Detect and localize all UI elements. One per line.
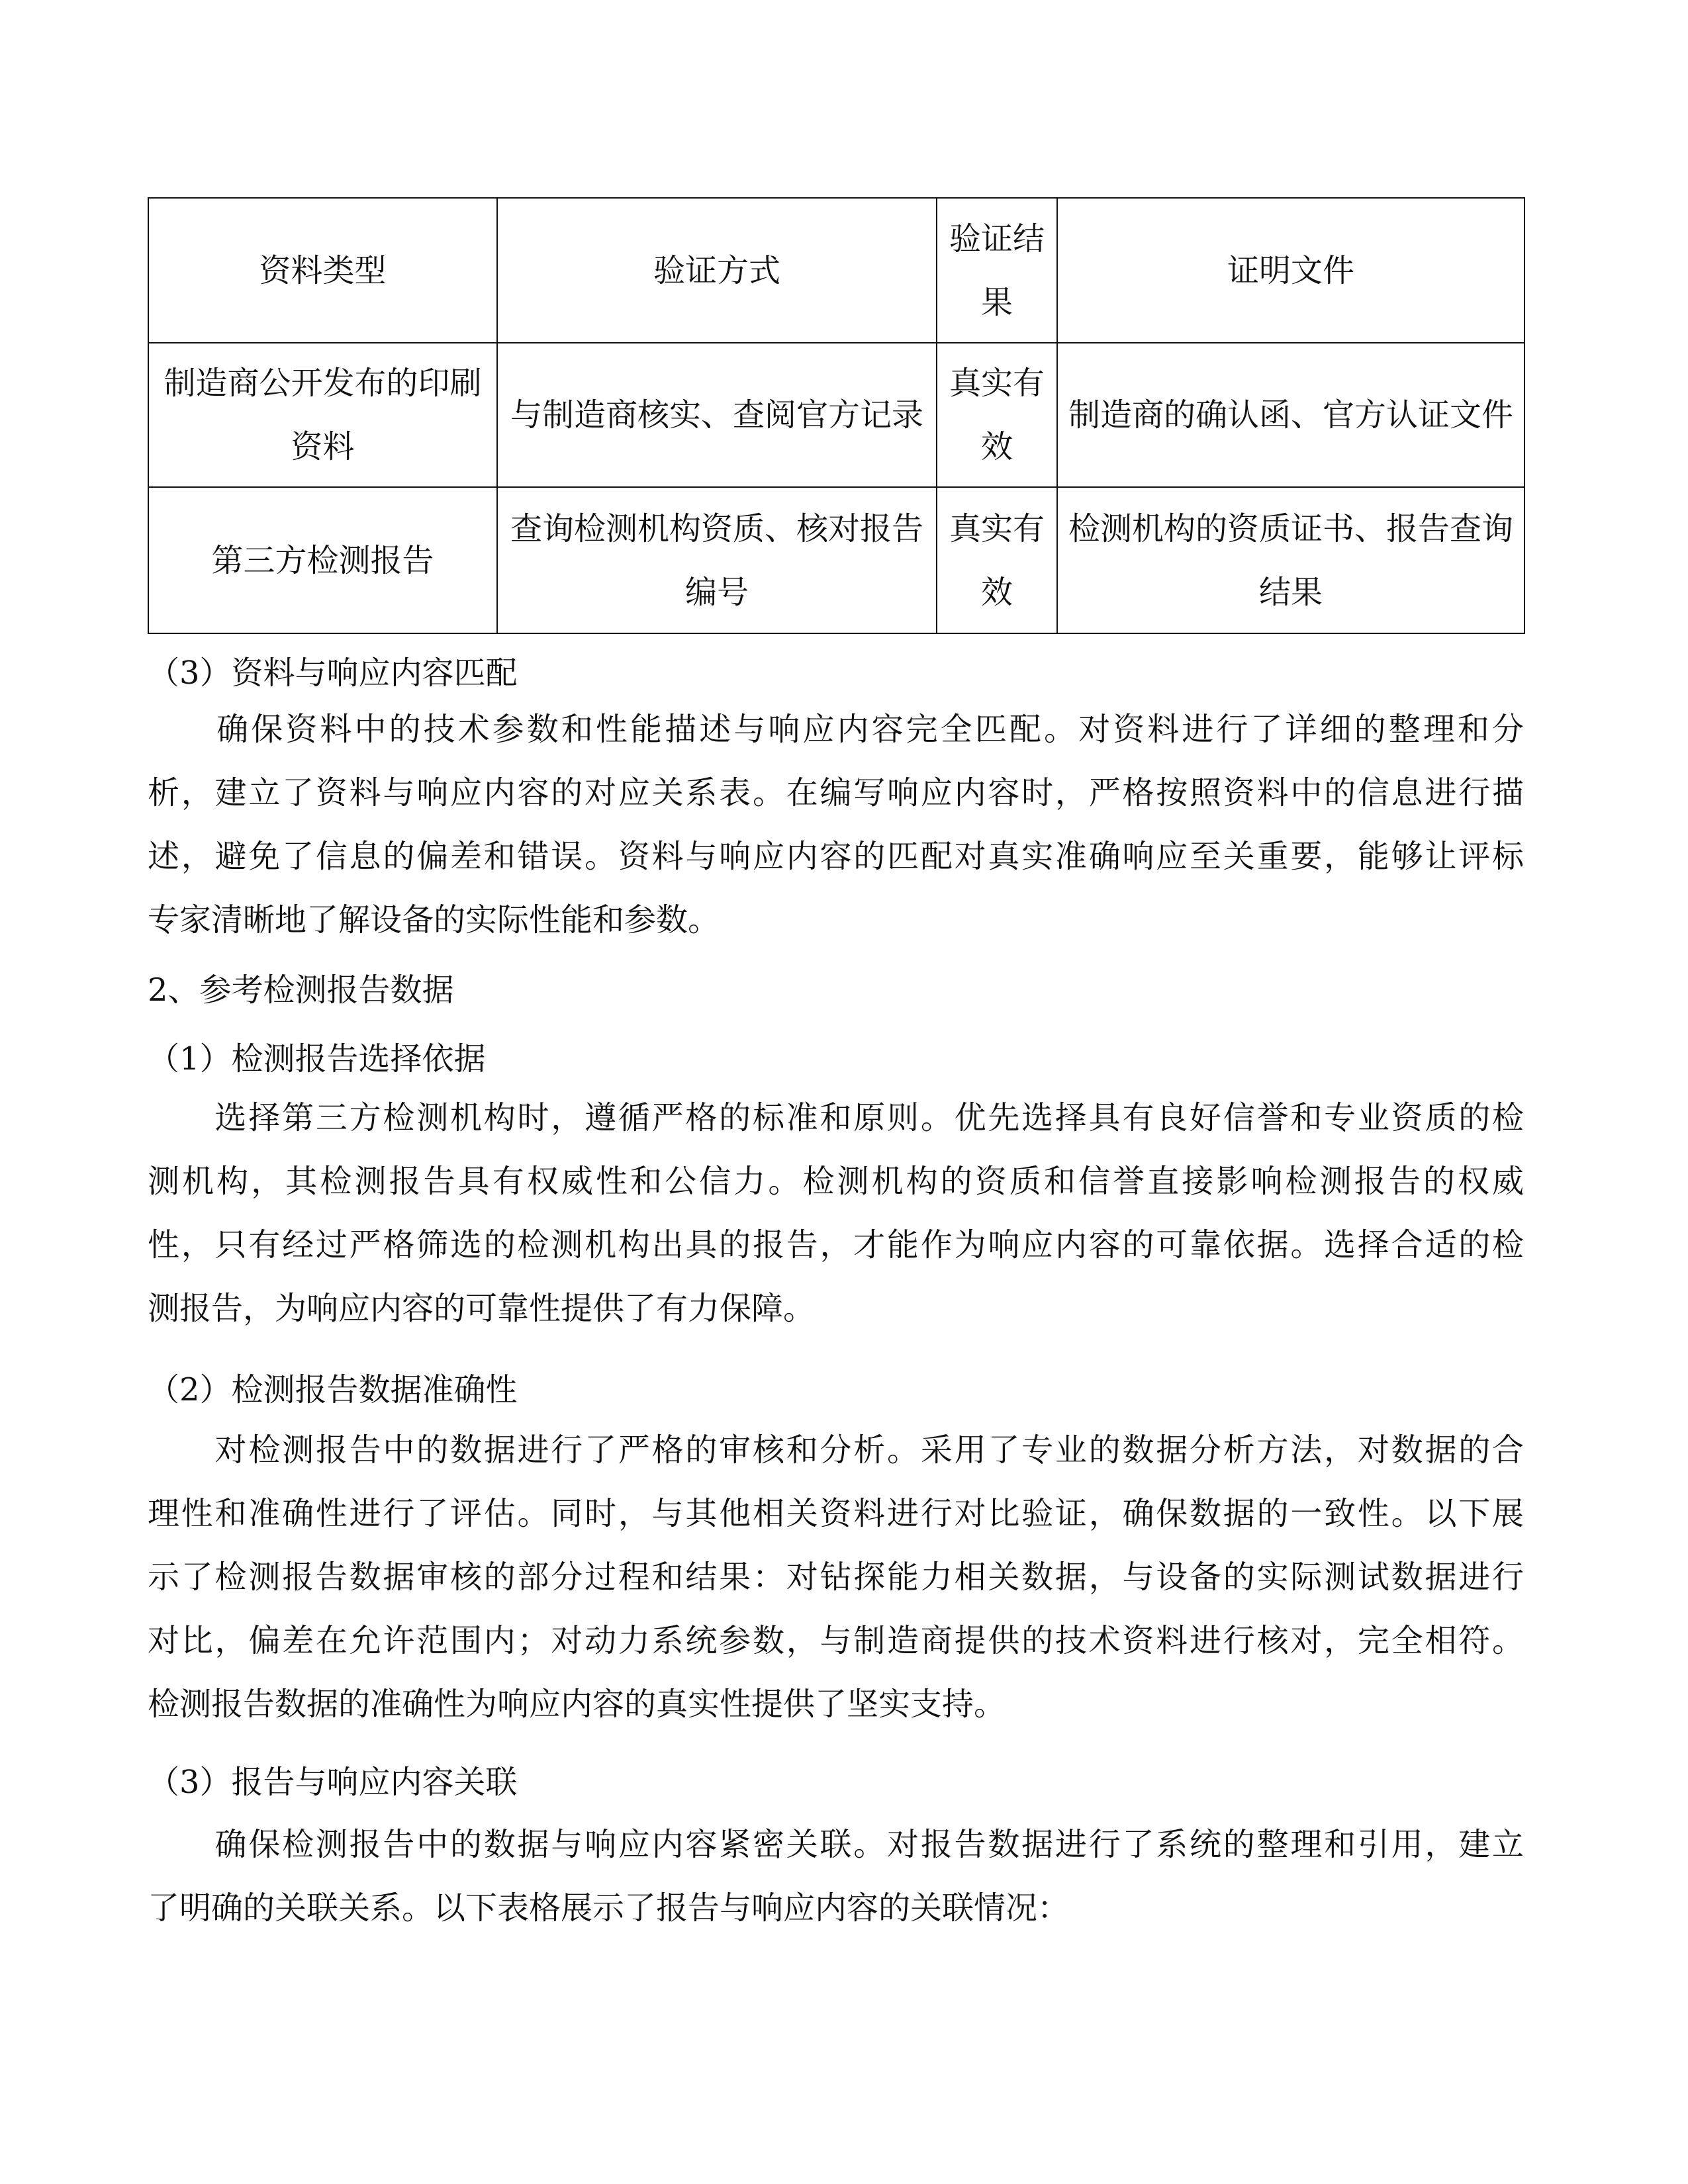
section-heading: （3）资料与响应内容匹配: [148, 655, 518, 692]
paragraph-line: 确保检测报告中的数据与响应内容紧密关联。对报告数据进行了系统的整理和引用，建立: [148, 1826, 1524, 1863]
section-heading: （2）检测报告数据准确性: [148, 1371, 518, 1408]
paragraph-line: 检测报告数据的准确性为响应内容的真实性提供了坚实支持。: [148, 1686, 1006, 1723]
section-heading: 2、参考检测报告数据: [148, 972, 454, 1009]
paragraph-line: 对检测报告中的数据进行了严格的审核和分析。采用了专业的数据分析方法，对数据的合: [148, 1432, 1524, 1469]
table-cell: 与制造商核实、查阅官方记录: [497, 343, 937, 487]
table-cell: 检测机构的资质证书、报告查询结果: [1057, 487, 1524, 633]
paragraph-line: 对比，偏差在允许范围内；对动力系统参数，与制造商提供的技术资料进行核对，完全相符。: [148, 1622, 1524, 1659]
table-row: [148, 487, 1524, 633]
paragraph-line: 确保资料中的技术参数和性能描述与响应内容完全匹配。对资料进行了详细的整理和分: [148, 711, 1524, 748]
table-cell: 制造商的确认函、官方认证文件: [1057, 343, 1524, 487]
verification-table: [148, 197, 1525, 634]
paragraph-line: 了明确的关联关系。以下表格展示了报告与响应内容的关联情况：: [148, 1889, 1070, 1927]
table-cell: 真实有效: [937, 487, 1057, 633]
paragraph-line: 性，只有经过严格筛选的检测机构出具的报告，才能作为响应内容的可靠依据。选择合适的检: [148, 1226, 1524, 1263]
paragraph-line: 专家清晰地了解设备的实际性能和参数。: [148, 901, 720, 938]
header-cell: 验证方式: [497, 198, 937, 343]
header-cell: 验证结果: [937, 198, 1057, 343]
section-heading: （3）报告与响应内容关联: [148, 1764, 518, 1801]
table-cell: 制造商公开发布的印刷资料: [148, 343, 497, 487]
paragraph-line: 述，避免了信息的偏差和错误。资料与响应内容的匹配对真实准确响应至关重要，能够让评标: [148, 838, 1524, 875]
header-cell: 资料类型: [148, 198, 497, 343]
table-cell: 真实有效: [937, 343, 1057, 487]
paragraph-line: 理性和准确性进行了评估。同时，与其他相关资料进行对比验证，确保数据的一致性。以下展: [148, 1495, 1524, 1532]
table-cell: 第三方检测报告: [148, 487, 497, 633]
paragraph-line: 析，建立了资料与响应内容的对应关系表。在编写响应内容时，严格按照资料中的信息进行描: [148, 774, 1524, 811]
paragraph-line: 测机构，其检测报告具有权威性和公信力。检测机构的资质和信誉直接影响检测报告的权威: [148, 1163, 1524, 1200]
paragraph-line: 选择第三方检测机构时，遵循严格的标准和原则。优先选择具有良好信誉和专业资质的检: [148, 1099, 1524, 1136]
header-cell: 证明文件: [1057, 198, 1524, 343]
paragraph-line: 测报告，为响应内容的可靠性提供了有力保障。: [148, 1290, 816, 1327]
table-header-row: [148, 198, 1524, 343]
table-row: [148, 343, 1524, 487]
table-cell: 查询检测机构资质、核对报告编号: [497, 487, 937, 633]
section-heading: （1）检测报告选择依据: [148, 1040, 486, 1077]
paragraph-line: 示了检测报告数据审核的部分过程和结果：对钻探能力相关数据，与设备的实际测试数据进行: [148, 1559, 1524, 1596]
